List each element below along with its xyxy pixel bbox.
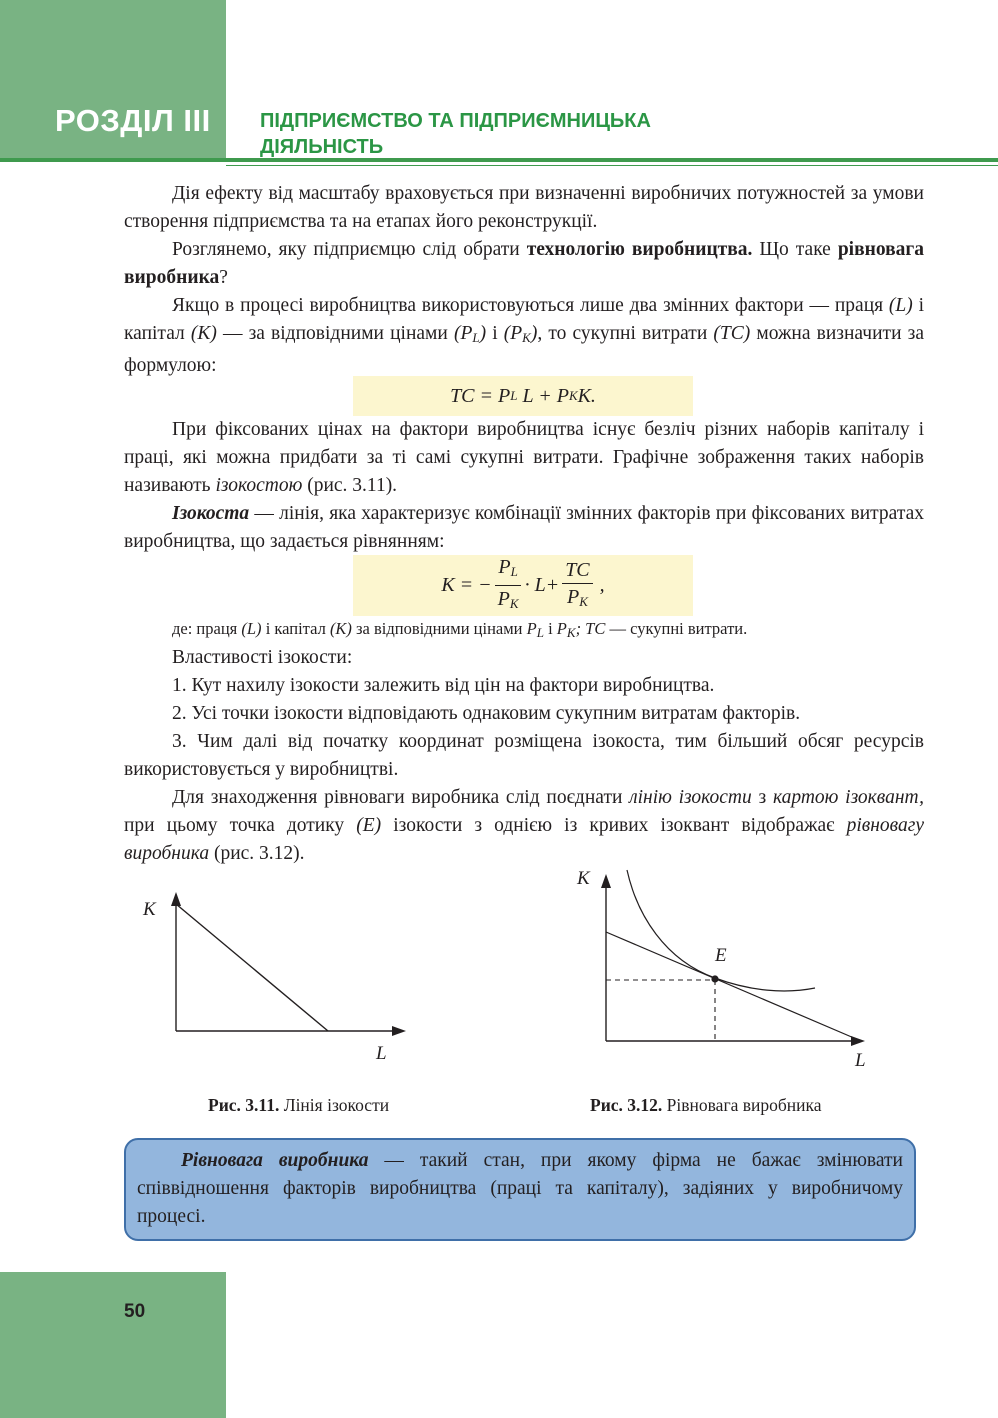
text-block-intro: [124, 180, 924, 380]
paragraph: Властивості ізокости:: [172, 647, 353, 668]
isocost-line: [606, 932, 861, 1041]
isocost-line: [176, 904, 328, 1031]
text-block-isocost: [124, 416, 924, 556]
isoquant-curve: [627, 870, 815, 991]
list-item: 1. Кут нахилу ізокости залежить від цін на фактори виробництва.: [172, 675, 715, 696]
footer-color-block: [0, 1272, 226, 1418]
definition-term: Рівновага виробника: [181, 1150, 369, 1171]
y-axis-arrow: [601, 874, 611, 888]
fraction: $\frac{P_L}{P_K}$: [495, 555, 522, 616]
paragraph: Для знаходження рівноваги виробника слід поєднати лінію ізокости з картою ізоквант, при цьому точка дотику (Е) ізокости з однією із кривих ізоквант відображає рівновагу виробника (рис. 3.12).: [124, 787, 925, 864]
definition-box: [124, 1138, 916, 1241]
paragraph: Ізокоста — лінія, яка характеризує комбінації змінних факторів при фіксованих витратах виробництва, що задається рівнянням:: [124, 503, 924, 552]
text-block-properties: [124, 618, 924, 868]
paragraph: Дія ефекту від масштабу враховується при визначенні виробничих потужностей за умови створення підприємства та на етапах його реконструкції.: [124, 183, 924, 232]
fraction: $\frac{TC}{P_K}$: [562, 558, 592, 614]
x-axis-arrow: [392, 1026, 406, 1036]
y-axis-label: К: [143, 899, 156, 920]
section-label: РОЗДІЛ III: [55, 103, 211, 138]
formula-isocost: K = − $\frac{P_L}{P_K}$ · L+ $\frac{TC}{P_K}$ ,: [353, 555, 693, 616]
paragraph: Якщо в процесі виробництва використовуються лише два змінних фактори — праця (L) і капітал (К) — за відповідними цінами $(P_L)$ і $(P_K)$, то сукупні витрати (ТС) можна визначити за формулою:: [124, 295, 924, 376]
figure-caption: Рис. 3.12. Рівновага виробника: [590, 1095, 822, 1115]
paragraph: Розглянемо, яку підприємцю слід обрати технологію виробництва. Що таке рівновага виробника?: [124, 239, 924, 288]
list-item: 3. Чим далі від початку координат розміщена ізокоста, тим більший обсяг ресурсів використовується у виробництві.: [124, 731, 924, 780]
figure-caption: Рис. 3.11. Лінія ізокости: [208, 1095, 390, 1115]
x-axis-label: L: [376, 1043, 387, 1064]
y-axis-label: К: [577, 868, 590, 889]
definition-text: — такий стан, при якому фірма не бажає змінювати співвідношення факторів виробництва (праці та капіталу), задіяних у виробничому процесі.: [137, 1150, 903, 1227]
formula-legend: де: праця (L) і капітал (К) за відповідними цінами $P_L$ і $P_K$; ТС — сукупні витрати.: [172, 619, 748, 640]
formula-total-cost: ТС = P L L + P K К.: [353, 376, 693, 416]
chapter-title-line: ПІДПРИЄМСТВО ТА ПІДПРИЄМНИЦЬКА: [260, 110, 651, 132]
header-divider-thin: [226, 165, 998, 166]
chapter-title: [260, 108, 960, 160]
paragraph: При фіксованих цінах на фактори виробництва існує безліч різних наборів капіталу і праці, які можна придбати за ті самі сукупні витрати. Графічне зображення таких наборів називають ізокостою (рис. 3.11).: [124, 419, 924, 496]
equilibrium-point: [711, 975, 718, 982]
list-item: 2. Усі точки ізокости відповідають однаковим сукупним витратам факторів.: [172, 703, 801, 724]
chapter-title-line: ДІЯЛЬНІСТЬ: [260, 136, 384, 158]
equilibrium-label: E: [715, 945, 727, 966]
figure-isocost: [130, 880, 420, 1070]
page-number: 50: [124, 1301, 146, 1322]
y-axis-arrow: [171, 892, 181, 906]
figure-producer-equilibrium: [565, 860, 885, 1075]
x-axis-label: L: [855, 1050, 866, 1071]
